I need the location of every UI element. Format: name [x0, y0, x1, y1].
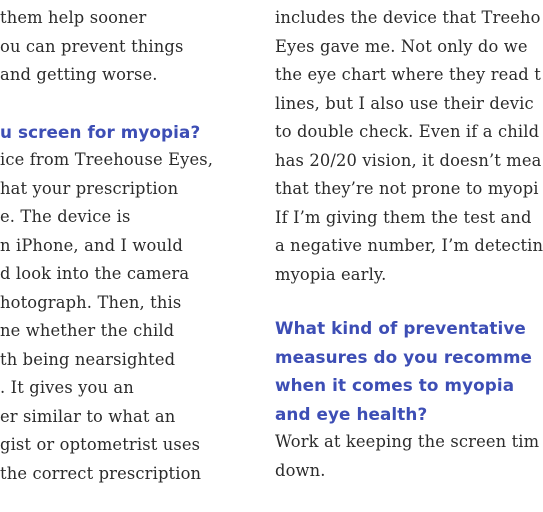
right-text-line: Work at keeping the screen tim	[275, 432, 540, 451]
left-section-heading: u screen for myopia?	[0, 121, 201, 142]
right-section-heading: and eye health?	[275, 403, 428, 424]
left-text-line: ou can prevent things	[0, 36, 184, 56]
right-text-line: that they’re not prone to myopi	[275, 179, 539, 198]
left-column	[0, 0, 250, 488]
right-text-line: to double check. Even if a child	[275, 122, 540, 141]
left-text-line: hotograph. Then, this	[0, 292, 182, 312]
right-text-line: includes the device that Treeho	[275, 8, 541, 27]
right-text-line: down.	[275, 460, 326, 480]
right-text-line: myopia early.	[275, 264, 387, 284]
left-text-line: the correct prescription	[0, 463, 202, 483]
left-text-line: er similar to what an	[0, 406, 176, 426]
left-text-line: th being nearsighted	[0, 349, 176, 369]
left-text-line: d look into the camera	[0, 264, 190, 283]
right-section-heading: What kind of preventative	[275, 318, 526, 338]
left-text-line: gist or optometrist uses	[0, 435, 201, 454]
left-text-line: e. The device is	[0, 207, 131, 226]
right-section-heading: when it comes to myopia	[275, 375, 515, 395]
right-text-line: has 20/20 vision, it doesn’t mea	[275, 150, 542, 170]
left-text-line: . It gives you an	[0, 378, 134, 397]
right-column	[275, 0, 543, 485]
left-text-line: and getting worse.	[0, 65, 158, 84]
right-text-line: If I’m giving them the test and	[275, 207, 532, 227]
left-text-line: n iPhone, and I would	[0, 235, 183, 255]
right-text-line: Eyes gave me. Not only do we	[275, 36, 528, 56]
left-text-line: ice from Treehouse Eyes,	[0, 150, 214, 169]
right-text-line: the eye chart where they read t	[275, 65, 541, 84]
left-text-line: ne whether the child	[0, 321, 175, 340]
left-text-line: hat your prescription	[0, 178, 179, 198]
left-text-line: them help sooner	[0, 8, 147, 27]
right-section-heading: measures do you recomme	[275, 346, 533, 367]
right-text-line: lines, but I also use their devic	[275, 93, 534, 113]
right-text-line: a negative number, I’m detectin	[275, 236, 543, 255]
